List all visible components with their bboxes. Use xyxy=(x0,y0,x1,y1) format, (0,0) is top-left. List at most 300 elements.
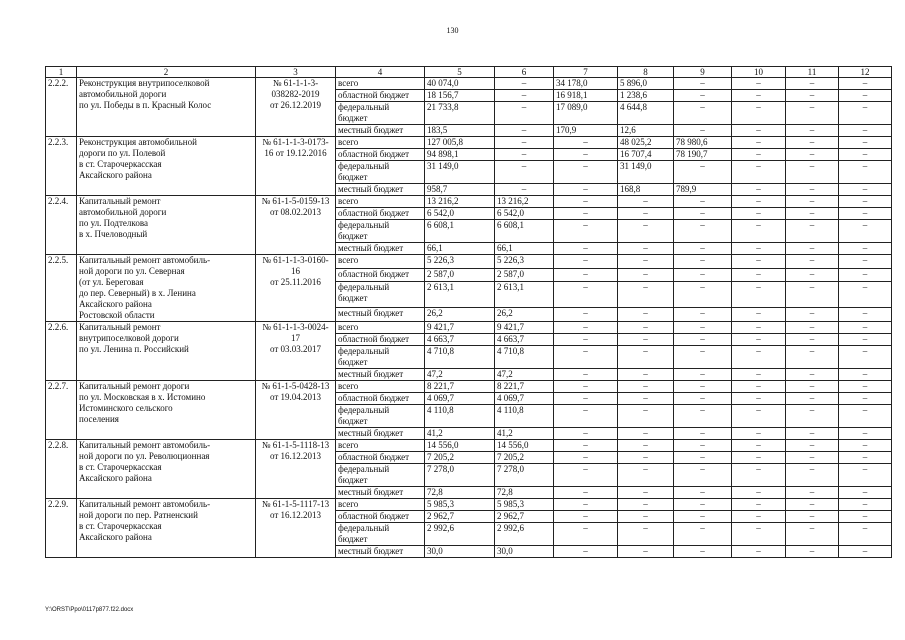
amount-col-5: 8 221,7 xyxy=(425,381,495,393)
amount-col-7: – xyxy=(554,428,618,440)
item-code: 2.2.9. xyxy=(46,499,77,558)
item-name: Капитальный ремонт автомобиль- ной дороги по ул. Северная (от ул. Береговая до пер. Северный) в х. Ленина Аксайского района Ростовской области xyxy=(77,255,256,322)
amount-col-6: 4 069,7 xyxy=(495,393,554,405)
amount-col-11: – xyxy=(786,208,839,220)
amount-col-9: – xyxy=(674,546,732,558)
amount-col-8: – xyxy=(618,255,674,269)
amount-col-6: 41,2 xyxy=(495,428,554,440)
amount-col-5: 9 421,7 xyxy=(425,322,495,334)
amount-col-7: – xyxy=(554,322,618,334)
amount-col-5: 7 205,2 xyxy=(425,452,495,464)
amount-col-5: 26,2 xyxy=(425,308,495,322)
expertise-document: № 61-1-1-3-0173- 16 от 19.12.2016 xyxy=(256,137,336,196)
amount-col-12: – xyxy=(839,208,892,220)
item-name: Капитальный ремонт дороги по ул. Московская в х. Истомино Истоминского сельского поселения xyxy=(77,381,256,440)
amount-col-10: – xyxy=(732,78,786,90)
amount-col-8: – xyxy=(618,546,674,558)
funding-source: федеральный бюджет xyxy=(336,405,425,428)
amount-col-7: – xyxy=(554,405,618,428)
funding-source: всего xyxy=(336,137,425,149)
amount-col-5: 31 149,0 xyxy=(425,161,495,184)
amount-col-10: – xyxy=(732,487,786,499)
amount-col-9: – xyxy=(674,381,732,393)
amount-col-7: – xyxy=(554,196,618,208)
amount-col-12: – xyxy=(839,346,892,369)
amount-col-10: – xyxy=(732,243,786,255)
expertise-document: № 61-1-5-0159-13 от 08.02.2013 xyxy=(256,196,336,255)
amount-col-5: 183,5 xyxy=(425,125,495,137)
amount-col-6: 72,8 xyxy=(495,487,554,499)
amount-col-12: – xyxy=(839,149,892,161)
expertise-document: № 61-1-5-1117-13 от 16.12.2013 xyxy=(256,499,336,558)
funding-source: местный бюджет xyxy=(336,308,425,322)
amount-col-11: – xyxy=(786,369,839,381)
amount-col-9: – xyxy=(674,220,732,243)
amount-col-9: – xyxy=(674,334,732,346)
amount-col-9: – xyxy=(674,428,732,440)
amount-col-9: – xyxy=(674,208,732,220)
amount-col-8: 12,6 xyxy=(618,125,674,137)
amount-col-9: 789,9 xyxy=(674,184,732,196)
amount-col-7: – xyxy=(554,282,618,308)
amount-col-11: – xyxy=(786,511,839,523)
amount-col-7: – xyxy=(554,334,618,346)
amount-col-7: – xyxy=(554,346,618,369)
funding-source: всего xyxy=(336,255,425,269)
amount-col-8: 16 707,4 xyxy=(618,149,674,161)
amount-col-7: – xyxy=(554,255,618,269)
amount-col-6: 4 663,7 xyxy=(495,334,554,346)
amount-col-8: – xyxy=(618,220,674,243)
amount-col-7: – xyxy=(554,381,618,393)
amount-col-8: – xyxy=(618,308,674,322)
amount-col-6: 47,2 xyxy=(495,369,554,381)
amount-col-5: 41,2 xyxy=(425,428,495,440)
funding-source: местный бюджет xyxy=(336,125,425,137)
amount-col-10: – xyxy=(732,322,786,334)
amount-col-10: – xyxy=(732,499,786,511)
amount-col-9: – xyxy=(674,308,732,322)
funding-source: областной бюджет xyxy=(336,208,425,220)
amount-col-9: 78 980,6 xyxy=(674,137,732,149)
column-header-9: 9 xyxy=(674,67,732,78)
column-header-4: 4 xyxy=(336,67,425,78)
funding-source: всего xyxy=(336,381,425,393)
column-header-10: 10 xyxy=(732,67,786,78)
amount-col-10: – xyxy=(732,381,786,393)
amount-col-12: – xyxy=(839,282,892,308)
funding-source: областной бюджет xyxy=(336,149,425,161)
amount-col-10: – xyxy=(732,393,786,405)
amount-col-5: 4 710,8 xyxy=(425,346,495,369)
amount-col-11: – xyxy=(786,440,839,452)
item-name: Реконструкция автомобильной дороги по ул. Полевой в ст. Старочеркасская Аксайского района xyxy=(77,137,256,196)
amount-col-7: – xyxy=(554,268,618,282)
amount-col-5: 13 216,2 xyxy=(425,196,495,208)
amount-col-10: – xyxy=(732,102,786,125)
funding-source: областной бюджет xyxy=(336,268,425,282)
amount-col-6: – xyxy=(495,161,554,184)
table-row xyxy=(46,499,892,511)
amount-col-11: – xyxy=(786,149,839,161)
funding-source: местный бюджет xyxy=(336,428,425,440)
amount-col-12: – xyxy=(839,308,892,322)
amount-col-5: 2 992,6 xyxy=(425,523,495,546)
amount-col-9: – xyxy=(674,243,732,255)
amount-col-7: – xyxy=(554,220,618,243)
amount-col-11: – xyxy=(786,243,839,255)
amount-col-12: – xyxy=(839,161,892,184)
amount-col-8: – xyxy=(618,334,674,346)
amount-col-6: – xyxy=(495,149,554,161)
amount-col-9: – xyxy=(674,369,732,381)
column-header-5: 5 xyxy=(425,67,495,78)
amount-col-10: – xyxy=(732,464,786,487)
funding-source: областной бюджет xyxy=(336,334,425,346)
amount-col-8: – xyxy=(618,487,674,499)
amount-col-6: – xyxy=(495,184,554,196)
amount-col-12: – xyxy=(839,184,892,196)
amount-col-7: – xyxy=(554,393,618,405)
amount-col-9: – xyxy=(674,90,732,102)
amount-col-5: 7 278,0 xyxy=(425,464,495,487)
funding-source: местный бюджет xyxy=(336,184,425,196)
amount-col-5: 6 542,0 xyxy=(425,208,495,220)
amount-col-8: – xyxy=(618,393,674,405)
amount-col-10: – xyxy=(732,196,786,208)
amount-col-11: – xyxy=(786,546,839,558)
amount-col-10: – xyxy=(732,220,786,243)
amount-col-10: – xyxy=(732,511,786,523)
amount-col-10: – xyxy=(732,440,786,452)
budget-table xyxy=(45,66,892,558)
funding-source: федеральный бюджет xyxy=(336,523,425,546)
amount-col-7: – xyxy=(554,149,618,161)
amount-col-7: – xyxy=(554,137,618,149)
amount-col-11: – xyxy=(786,196,839,208)
funding-source: федеральный бюджет xyxy=(336,102,425,125)
amount-col-11: – xyxy=(786,102,839,125)
amount-col-10: – xyxy=(732,546,786,558)
amount-col-10: – xyxy=(732,161,786,184)
column-header-12: 12 xyxy=(839,67,892,78)
amount-col-12: – xyxy=(839,220,892,243)
funding-source: всего xyxy=(336,440,425,452)
amount-col-8: – xyxy=(618,511,674,523)
table-row xyxy=(46,137,892,149)
funding-source: всего xyxy=(336,499,425,511)
amount-col-8: – xyxy=(618,208,674,220)
item-code: 2.2.7. xyxy=(46,381,77,440)
amount-col-7: 170,9 xyxy=(554,125,618,137)
amount-col-8: – xyxy=(618,243,674,255)
table-row xyxy=(46,322,892,334)
item-code: 2.2.5. xyxy=(46,255,77,322)
amount-col-6: – xyxy=(495,90,554,102)
amount-col-10: – xyxy=(732,255,786,269)
amount-col-5: 5 985,3 xyxy=(425,499,495,511)
amount-col-10: – xyxy=(732,268,786,282)
column-header-11: 11 xyxy=(786,67,839,78)
amount-col-5: 21 733,8 xyxy=(425,102,495,125)
amount-col-12: – xyxy=(839,499,892,511)
amount-col-12: – xyxy=(839,137,892,149)
amount-col-6: 5 226,3 xyxy=(495,255,554,269)
amount-col-11: – xyxy=(786,487,839,499)
amount-col-5: 127 005,8 xyxy=(425,137,495,149)
funding-source: областной бюджет xyxy=(336,452,425,464)
amount-col-7: – xyxy=(554,440,618,452)
amount-col-8: 4 644,8 xyxy=(618,102,674,125)
amount-col-9: – xyxy=(674,440,732,452)
item-name: Капитальный ремонт внутрипоселковой дороги по ул. Ленина п. Российский xyxy=(77,322,256,381)
funding-source: всего xyxy=(336,78,425,90)
amount-col-5: 2 613,1 xyxy=(425,282,495,308)
amount-col-7: – xyxy=(554,546,618,558)
amount-col-5: 4 663,7 xyxy=(425,334,495,346)
amount-col-7: 17 089,0 xyxy=(554,102,618,125)
amount-col-8: – xyxy=(618,369,674,381)
amount-col-11: – xyxy=(786,405,839,428)
amount-col-7: – xyxy=(554,369,618,381)
amount-col-10: – xyxy=(732,334,786,346)
amount-col-9: – xyxy=(674,282,732,308)
amount-col-12: – xyxy=(839,440,892,452)
amount-col-7: – xyxy=(554,184,618,196)
amount-col-11: – xyxy=(786,137,839,149)
amount-col-6: 5 985,3 xyxy=(495,499,554,511)
expertise-document: № 61-1-5-0428-13 от 19.04.2013 xyxy=(256,381,336,440)
amount-col-10: – xyxy=(732,308,786,322)
amount-col-12: – xyxy=(839,381,892,393)
amount-col-5: 14 556,0 xyxy=(425,440,495,452)
funding-source: местный бюджет xyxy=(336,243,425,255)
amount-col-9: – xyxy=(674,255,732,269)
amount-col-6: 7 278,0 xyxy=(495,464,554,487)
amount-col-8: – xyxy=(618,268,674,282)
amount-col-10: – xyxy=(732,523,786,546)
table-row xyxy=(46,255,892,269)
amount-col-8: – xyxy=(618,499,674,511)
amount-col-5: 2 962,7 xyxy=(425,511,495,523)
amount-col-11: – xyxy=(786,220,839,243)
table-row xyxy=(46,78,892,90)
amount-col-11: – xyxy=(786,452,839,464)
table-row xyxy=(46,196,892,208)
amount-col-5: 18 156,7 xyxy=(425,90,495,102)
funding-source: федеральный бюджет xyxy=(336,282,425,308)
amount-col-11: – xyxy=(786,428,839,440)
amount-col-6: 2 992,6 xyxy=(495,523,554,546)
funding-source: местный бюджет xyxy=(336,546,425,558)
amount-col-11: – xyxy=(786,346,839,369)
amount-col-7: – xyxy=(554,464,618,487)
amount-col-6: – xyxy=(495,78,554,90)
amount-col-8: 48 025,2 xyxy=(618,137,674,149)
column-header-3: 3 xyxy=(256,67,336,78)
amount-col-12: – xyxy=(839,393,892,405)
amount-col-5: 6 608,1 xyxy=(425,220,495,243)
amount-col-6: 2 962,7 xyxy=(495,511,554,523)
amount-col-11: – xyxy=(786,393,839,405)
amount-col-6: – xyxy=(495,125,554,137)
amount-col-6: 4 110,8 xyxy=(495,405,554,428)
amount-col-5: 66,1 xyxy=(425,243,495,255)
funding-source: областной бюджет xyxy=(336,511,425,523)
item-name: Капитальный ремонт автомобиль- ной дороги по ул. Революционная в ст. Старочеркасская Аксайского района xyxy=(77,440,256,499)
amount-col-6: 66,1 xyxy=(495,243,554,255)
amount-col-8: – xyxy=(618,346,674,369)
amount-col-7: 16 918,1 xyxy=(554,90,618,102)
amount-col-12: – xyxy=(839,546,892,558)
amount-col-9: – xyxy=(674,125,732,137)
amount-col-9: – xyxy=(674,196,732,208)
expertise-document: № 61-1-1-3- 038282-2019 от 26.12.2019 xyxy=(256,78,336,137)
amount-col-7: – xyxy=(554,523,618,546)
amount-col-5: 40 074,0 xyxy=(425,78,495,90)
amount-col-10: – xyxy=(732,346,786,369)
amount-col-7: – xyxy=(554,208,618,220)
amount-col-10: – xyxy=(732,184,786,196)
amount-col-10: – xyxy=(732,369,786,381)
funding-source: федеральный бюджет xyxy=(336,464,425,487)
amount-col-12: – xyxy=(839,102,892,125)
item-code: 2.2.6. xyxy=(46,322,77,381)
amount-col-10: – xyxy=(732,405,786,428)
amount-col-8: – xyxy=(618,405,674,428)
amount-col-8: 168,8 xyxy=(618,184,674,196)
amount-col-6: 8 221,7 xyxy=(495,381,554,393)
amount-col-12: – xyxy=(839,125,892,137)
amount-col-5: 2 587,0 xyxy=(425,268,495,282)
amount-col-12: – xyxy=(839,322,892,334)
amount-col-12: – xyxy=(839,511,892,523)
amount-col-6: 9 421,7 xyxy=(495,322,554,334)
item-name: Капитальный ремонт автомобиль- ной дороги по пер. Ратненский в ст. Старочеркасская Аксайского района xyxy=(77,499,256,558)
column-header-8: 8 xyxy=(618,67,674,78)
amount-col-9: – xyxy=(674,161,732,184)
amount-col-10: – xyxy=(732,452,786,464)
amount-col-11: – xyxy=(786,78,839,90)
column-number-header xyxy=(46,67,892,78)
amount-col-8: – xyxy=(618,381,674,393)
amount-col-11: – xyxy=(786,499,839,511)
amount-col-5: 72,8 xyxy=(425,487,495,499)
amount-col-9: 78 190,7 xyxy=(674,149,732,161)
amount-col-11: – xyxy=(786,255,839,269)
expertise-document: № 61-1-5-1118-13 от 16.12.2013 xyxy=(256,440,336,499)
amount-col-7: – xyxy=(554,499,618,511)
amount-col-5: 5 226,3 xyxy=(425,255,495,269)
file-path-footer: Y:\ORST\Ppo\0117p877.f22.docx xyxy=(45,607,134,613)
item-code: 2.2.3. xyxy=(46,137,77,196)
amount-col-12: – xyxy=(839,255,892,269)
amount-col-6: 7 205,2 xyxy=(495,452,554,464)
funding-source: федеральный бюджет xyxy=(336,161,425,184)
amount-col-5: 4 069,7 xyxy=(425,393,495,405)
amount-col-6: – xyxy=(495,137,554,149)
amount-col-11: – xyxy=(786,464,839,487)
amount-col-11: – xyxy=(786,334,839,346)
amount-col-9: – xyxy=(674,499,732,511)
amount-col-9: – xyxy=(674,511,732,523)
item-name: Капитальный ремонт автомобильной дороги по ул. Подтелкова в х. Пчеловодный xyxy=(77,196,256,255)
column-header-6: 6 xyxy=(495,67,554,78)
amount-col-6: 26,2 xyxy=(495,308,554,322)
amount-col-7: – xyxy=(554,487,618,499)
amount-col-6: 6 542,0 xyxy=(495,208,554,220)
amount-col-9: – xyxy=(674,102,732,125)
amount-col-8: – xyxy=(618,523,674,546)
amount-col-9: – xyxy=(674,78,732,90)
amount-col-11: – xyxy=(786,381,839,393)
amount-col-9: – xyxy=(674,346,732,369)
amount-col-10: – xyxy=(732,149,786,161)
expertise-document: № 61-1-1-3-0024- 17 от 03.03.2017 xyxy=(256,322,336,381)
amount-col-12: – xyxy=(839,464,892,487)
column-header-7: 7 xyxy=(554,67,618,78)
table-row xyxy=(46,440,892,452)
amount-col-9: – xyxy=(674,268,732,282)
amount-col-6: 30,0 xyxy=(495,546,554,558)
amount-col-11: – xyxy=(786,184,839,196)
funding-source: областной бюджет xyxy=(336,90,425,102)
amount-col-6: 14 556,0 xyxy=(495,440,554,452)
amount-col-8: – xyxy=(618,452,674,464)
amount-col-9: – xyxy=(674,523,732,546)
amount-col-9: – xyxy=(674,487,732,499)
item-code: 2.2.2. xyxy=(46,78,77,137)
amount-col-6: 13 216,2 xyxy=(495,196,554,208)
table-row xyxy=(46,381,892,393)
amount-col-11: – xyxy=(786,161,839,184)
amount-col-11: – xyxy=(786,125,839,137)
amount-col-12: – xyxy=(839,405,892,428)
amount-col-6: 6 608,1 xyxy=(495,220,554,243)
amount-col-12: – xyxy=(839,452,892,464)
amount-col-12: – xyxy=(839,78,892,90)
funding-source: всего xyxy=(336,322,425,334)
amount-col-10: – xyxy=(732,428,786,440)
item-code: 2.2.4. xyxy=(46,196,77,255)
amount-col-10: – xyxy=(732,282,786,308)
amount-col-7: – xyxy=(554,308,618,322)
amount-col-10: – xyxy=(732,137,786,149)
amount-col-11: – xyxy=(786,523,839,546)
funding-source: федеральный бюджет xyxy=(336,346,425,369)
funding-source: местный бюджет xyxy=(336,369,425,381)
amount-col-5: 47,2 xyxy=(425,369,495,381)
amount-col-8: – xyxy=(618,282,674,308)
amount-col-8: – xyxy=(618,322,674,334)
amount-col-5: 4 110,8 xyxy=(425,405,495,428)
amount-col-5: 958,7 xyxy=(425,184,495,196)
amount-col-6: 2 613,1 xyxy=(495,282,554,308)
column-header-1: 1 xyxy=(46,67,77,78)
amount-col-10: – xyxy=(732,90,786,102)
amount-col-6: 2 587,0 xyxy=(495,268,554,282)
amount-col-6: 4 710,8 xyxy=(495,346,554,369)
page-number: 130 xyxy=(446,26,459,35)
amount-col-5: 94 898,1 xyxy=(425,149,495,161)
amount-col-12: – xyxy=(839,487,892,499)
amount-col-9: – xyxy=(674,393,732,405)
table-body xyxy=(46,67,892,558)
amount-col-8: 1 238,6 xyxy=(618,90,674,102)
funding-source: местный бюджет xyxy=(336,487,425,499)
amount-col-11: – xyxy=(786,268,839,282)
amount-col-9: – xyxy=(674,452,732,464)
